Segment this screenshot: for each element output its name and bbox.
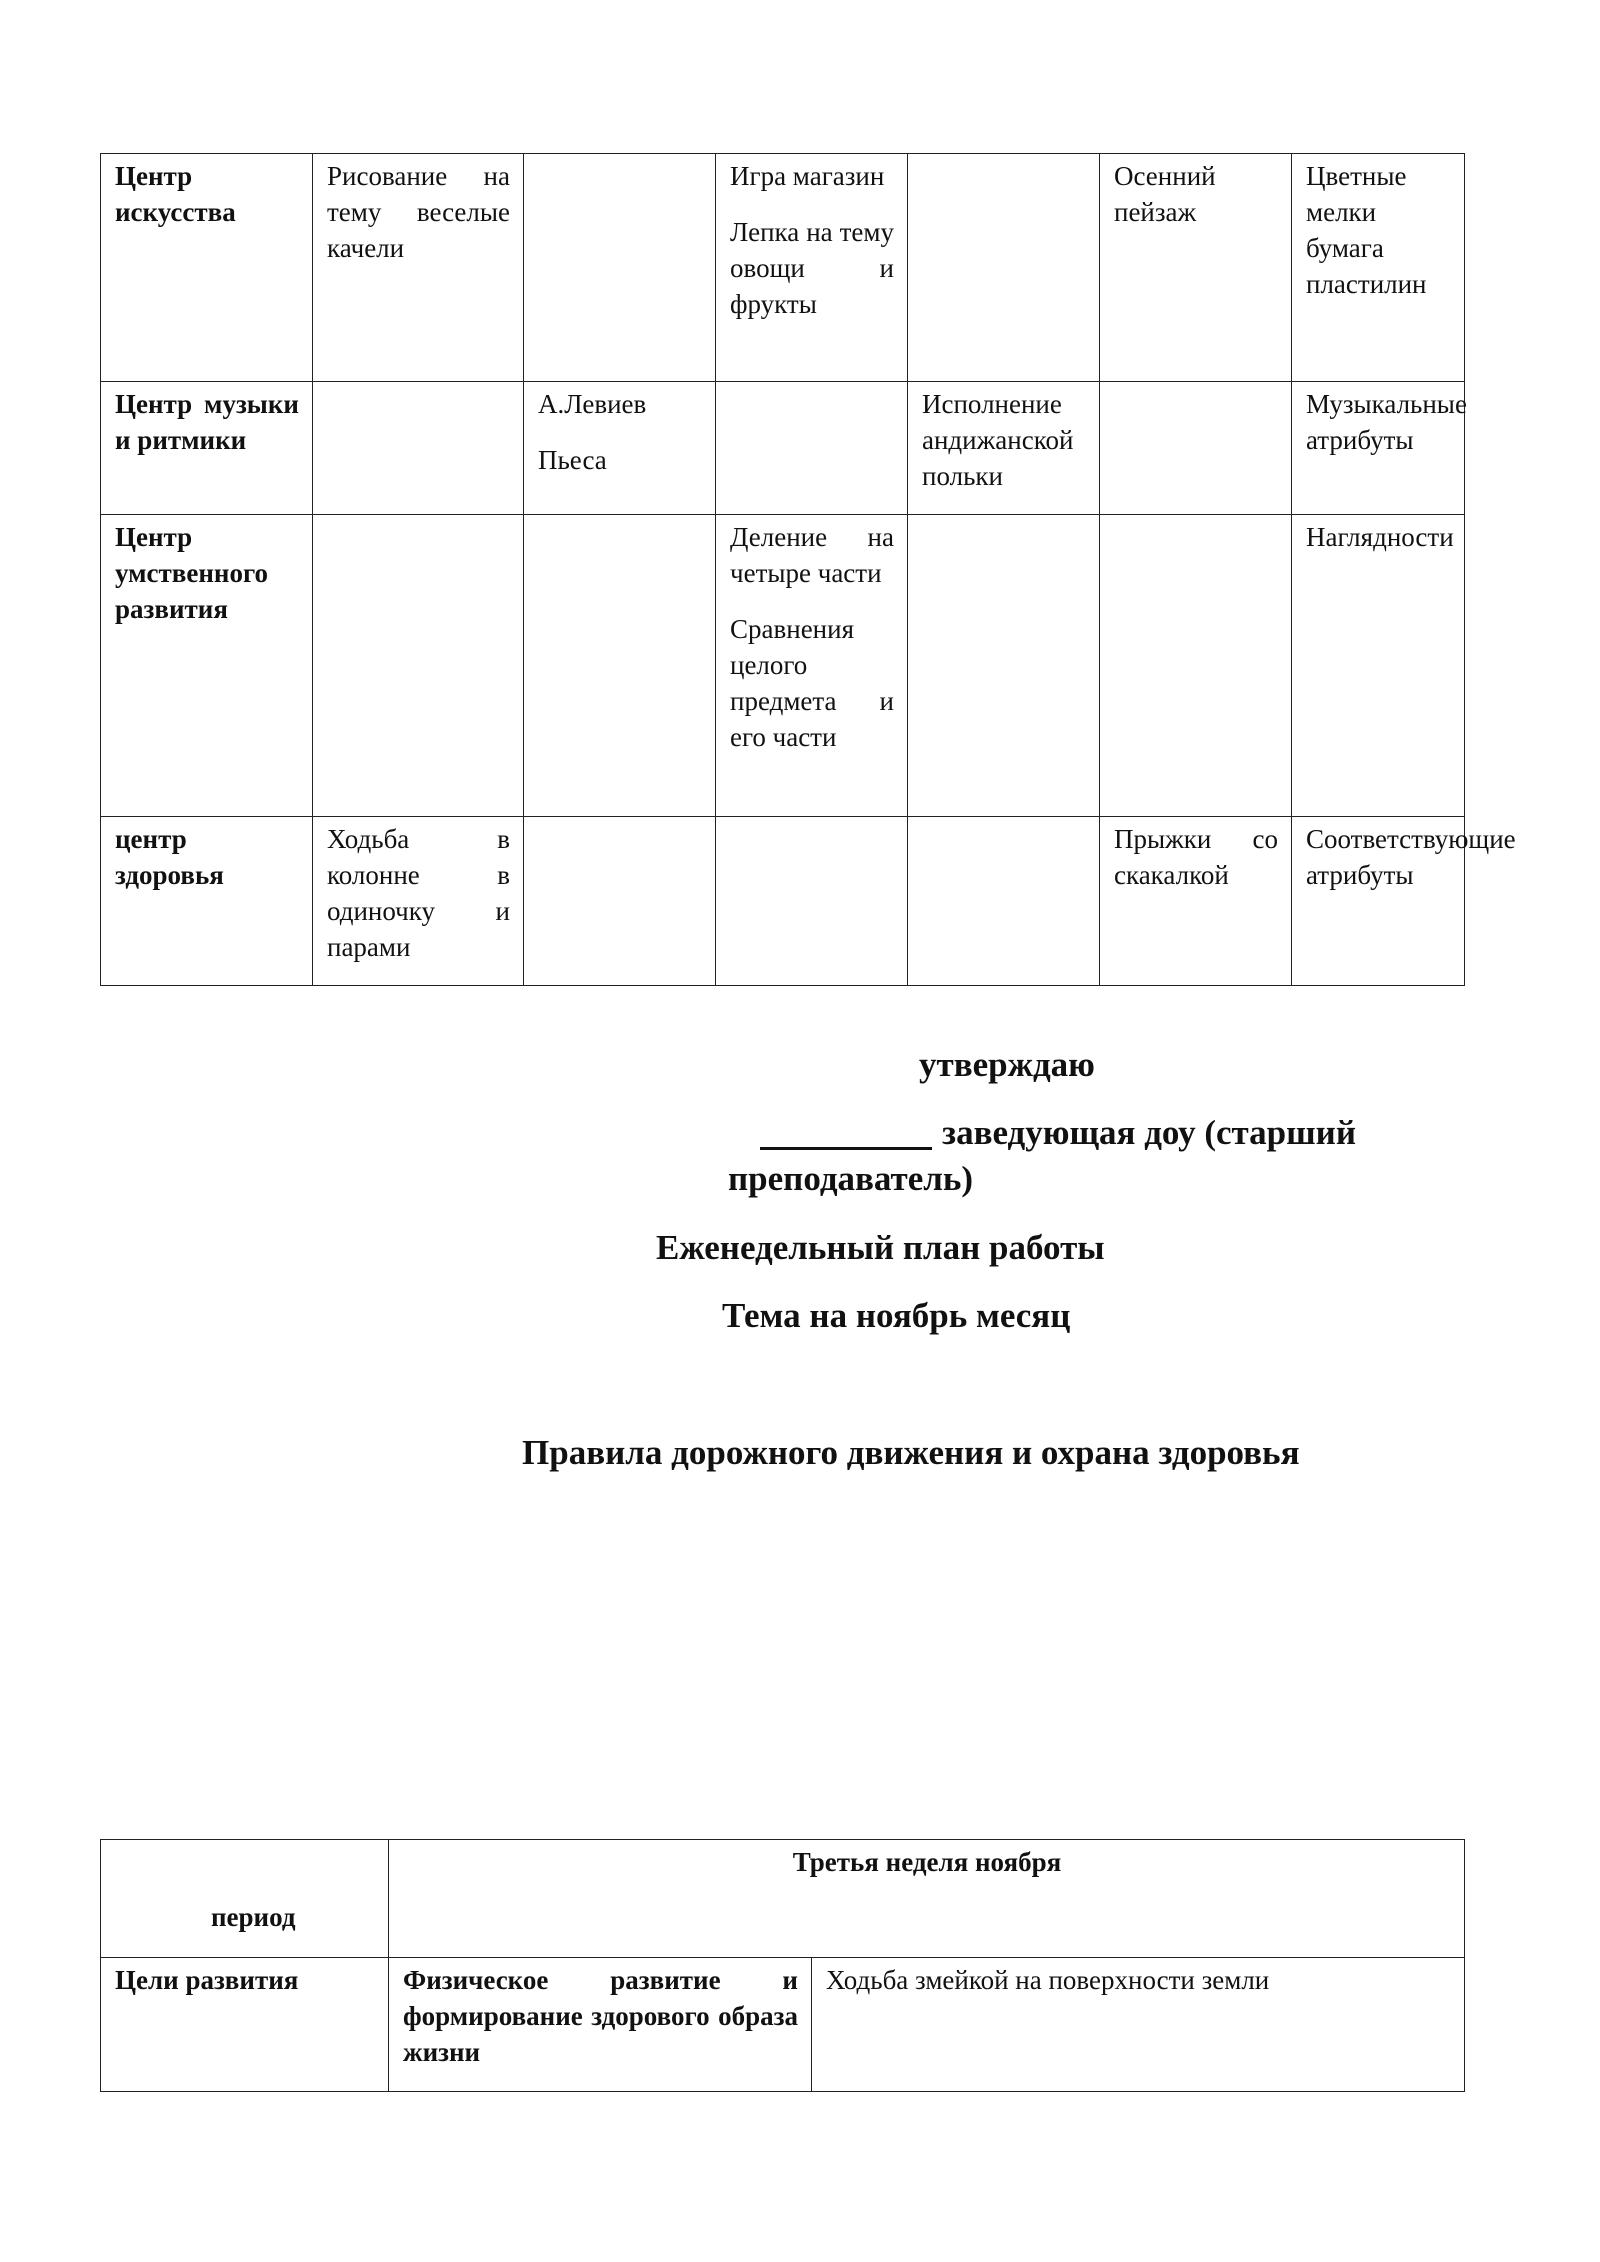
table-cell bbox=[524, 382, 716, 515]
table-row bbox=[101, 1840, 1465, 1958]
center-name: Центр музыки и ритмики bbox=[101, 382, 313, 515]
signer-line bbox=[728, 1110, 1448, 1202]
table-cell bbox=[1292, 515, 1465, 817]
table-cell bbox=[1100, 817, 1292, 986]
cell-text: Лепка на тему овощи и фрукты bbox=[730, 217, 894, 319]
approve-heading: утверждаю bbox=[919, 1045, 1095, 1084]
center-name: центр здоровья bbox=[101, 817, 313, 986]
month-topic-title: Тема на ноябрь месяц bbox=[722, 1296, 1071, 1335]
weekly-plan-title: Еженедельный план работы bbox=[656, 1228, 1105, 1267]
center-name: Центр умственного развития bbox=[101, 515, 313, 817]
theme-title: Правила дорожного движения и охрана здоровья bbox=[522, 1433, 1300, 1472]
table-cell bbox=[313, 382, 524, 515]
signer-title: заведующая доу (старший преподаватель) bbox=[728, 1113, 1357, 1198]
table-cell bbox=[1100, 515, 1292, 817]
week-label: Третья неделя ноября bbox=[389, 1840, 1465, 1958]
goal-activity: Ходьба змейкой на поверхности земли bbox=[812, 1958, 1465, 2092]
cell-text: Сравнения целого предмета и его части bbox=[730, 614, 894, 752]
table-cell bbox=[524, 817, 716, 986]
cell-text: Музыкальные атрибуты bbox=[1306, 389, 1467, 455]
goals-label: Цели развития bbox=[101, 1958, 389, 2092]
table-cell bbox=[524, 154, 716, 382]
table-row bbox=[101, 515, 1465, 817]
cell-text: Осенний пейзаж bbox=[1114, 161, 1216, 227]
table-cell bbox=[716, 817, 908, 986]
weekly-plan-table bbox=[100, 1839, 1465, 2092]
cell-text: Деление на четыре части bbox=[730, 522, 894, 588]
table-cell bbox=[313, 817, 524, 986]
cell-text: Соответствующие атрибуты bbox=[1306, 824, 1516, 890]
cell-text: Рисование на тему веселые качели bbox=[327, 161, 510, 263]
table-cell bbox=[1100, 382, 1292, 515]
table-row bbox=[101, 1958, 1465, 2092]
table-cell bbox=[1292, 154, 1465, 382]
table-row bbox=[101, 382, 1465, 515]
cell-text: Цветные мелки бумага пластилин bbox=[1306, 161, 1427, 299]
table-cell bbox=[908, 817, 1100, 986]
table-cell bbox=[1292, 382, 1465, 515]
table-cell bbox=[1100, 154, 1292, 382]
table-cell bbox=[908, 154, 1100, 382]
cell-text: Наглядности bbox=[1306, 522, 1454, 552]
table-cell bbox=[908, 382, 1100, 515]
activity-centers-table bbox=[100, 153, 1516, 986]
cell-text: А.Левиев bbox=[538, 389, 647, 419]
table-row bbox=[101, 817, 1465, 986]
center-name: Центр искусства bbox=[101, 154, 313, 382]
cell-text: Пьеса bbox=[538, 445, 607, 475]
cell-text: Исполнение андижанской польки bbox=[922, 389, 1074, 491]
table-row bbox=[101, 154, 1465, 382]
cell-text: Ходьба в колонне в одиночку и парами bbox=[327, 824, 510, 962]
table-cell bbox=[524, 515, 716, 817]
table-cell bbox=[1292, 817, 1516, 986]
table-cell bbox=[313, 515, 524, 817]
table-cell bbox=[716, 382, 908, 515]
table-cell bbox=[716, 515, 908, 817]
table-cell bbox=[313, 154, 524, 382]
table-cell bbox=[908, 515, 1100, 817]
cell-text: Прыжки со скакалкой bbox=[1114, 824, 1278, 890]
period-label: период bbox=[101, 1840, 389, 1958]
cell-text: Игра магазин bbox=[730, 161, 885, 191]
goal-area: Физическое развитие и формирование здорового образа жизни bbox=[389, 1958, 812, 2092]
signature-line bbox=[760, 1113, 932, 1150]
table-cell bbox=[716, 154, 908, 382]
